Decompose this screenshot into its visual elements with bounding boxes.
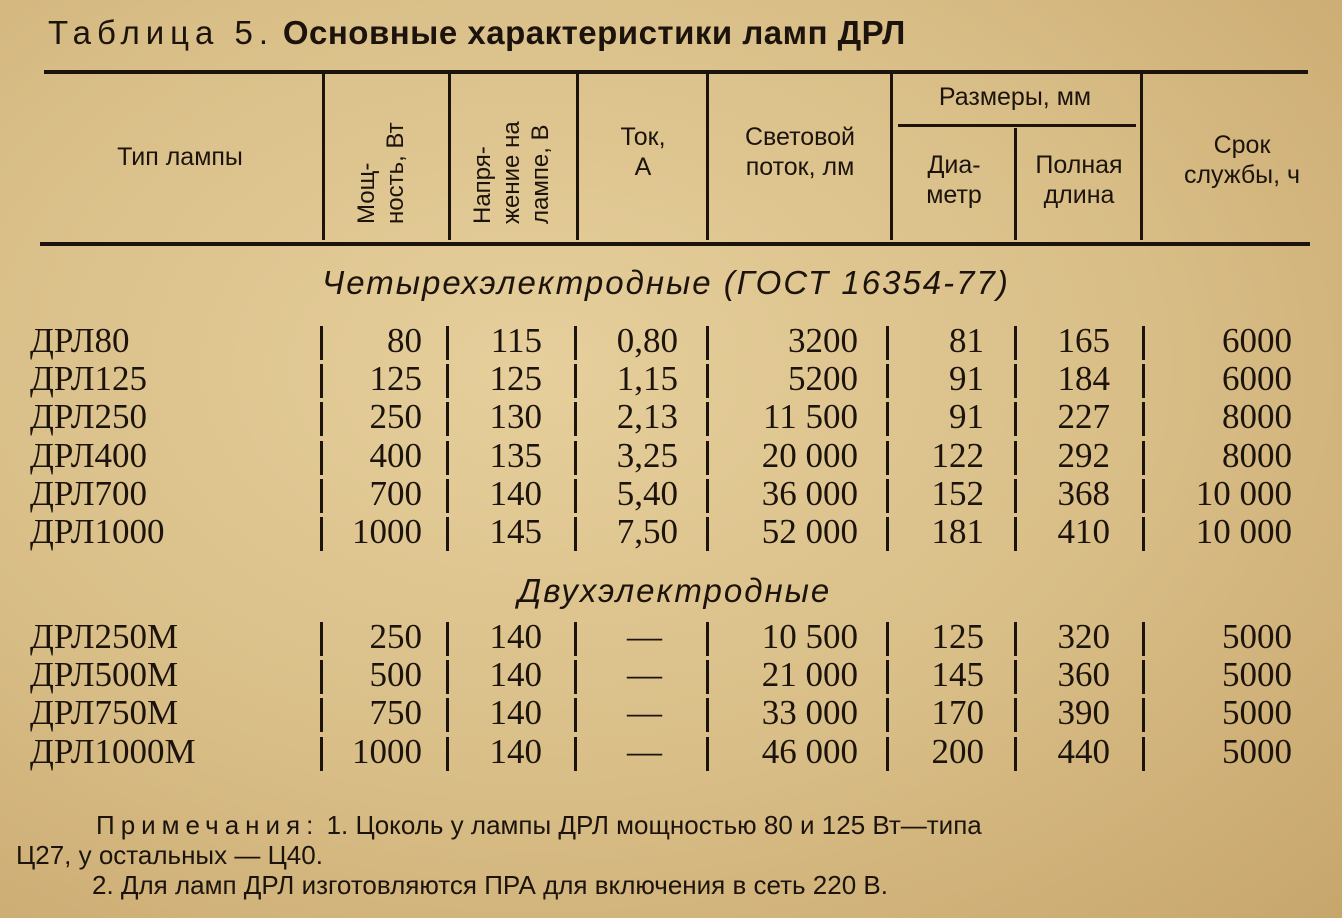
header-divider (706, 74, 709, 240)
column-rule (886, 364, 889, 398)
header-voltage-line: жение на (498, 121, 525, 224)
col-flux: 5200 (788, 359, 858, 399)
column-rule (1142, 517, 1145, 551)
column-rule (706, 698, 709, 732)
column-rule (446, 737, 449, 771)
column-rule (320, 364, 323, 398)
column-rule (320, 326, 323, 360)
col-type: ДРЛ1000 (30, 512, 165, 551)
header-divider (322, 74, 325, 240)
column-rule (1014, 441, 1017, 475)
column-rule (446, 517, 449, 551)
column-rule (1142, 660, 1145, 694)
col-power: 700 (369, 473, 422, 513)
note-1-continued: Ц27, у остальных — Ц40. (16, 840, 323, 870)
col-current: 5,40 (616, 473, 678, 513)
column-rule (1014, 622, 1017, 656)
column-rule (446, 402, 449, 436)
header-voltage-line: Напря- (469, 146, 496, 224)
column-rule (320, 737, 323, 771)
col-voltage: 140 (489, 655, 542, 695)
col-life: 5000 (1222, 693, 1292, 733)
column-rule (706, 737, 709, 771)
column-rule (1014, 737, 1017, 771)
dimensions-rule (898, 124, 1136, 127)
col-current: — (627, 731, 662, 771)
column-rule (706, 364, 709, 398)
column-rule (886, 517, 889, 551)
column-rule (320, 402, 323, 436)
header-flux-line: Световой (744, 123, 856, 151)
column-rule (886, 698, 889, 732)
col-current: 1,15 (616, 359, 678, 399)
column-rule (1014, 326, 1017, 360)
top-rule (44, 70, 1308, 74)
column-rule (1142, 326, 1145, 360)
column-rule (320, 660, 323, 694)
column-rule (574, 622, 577, 656)
header-flux-line: поток, лм (745, 153, 855, 181)
header-length-line: длина (1043, 181, 1115, 209)
table-row (0, 322, 1342, 360)
column-rule (706, 326, 709, 360)
header-divider (890, 74, 893, 240)
table-row (0, 398, 1342, 436)
col-life: 10 000 (1195, 473, 1292, 513)
header-power (352, 122, 410, 224)
note-1 (96, 810, 982, 840)
column-rule (574, 326, 577, 360)
col-diameter: 200 (931, 731, 984, 771)
col-voltage: 115 (490, 321, 542, 360)
col-current: 0,80 (616, 321, 678, 360)
col-voltage: 130 (489, 397, 542, 437)
column-rule (886, 660, 889, 694)
column-rule (706, 402, 709, 436)
col-type: ДРЛ400 (30, 435, 147, 475)
col-power: 1000 (352, 731, 422, 771)
section-title: Четырехэлектродные (ГОСТ 16354-77) (322, 264, 1010, 301)
col-current: 7,50 (616, 512, 678, 551)
col-voltage: 140 (489, 617, 542, 656)
column-rule (574, 660, 577, 694)
column-rule (1142, 698, 1145, 732)
column-rule (1142, 479, 1145, 513)
column-rule (446, 326, 449, 360)
col-current: 2,13 (616, 397, 678, 437)
col-flux: 11 500 (763, 397, 858, 437)
col-flux: 10 500 (761, 617, 858, 656)
column-rule (574, 517, 577, 551)
column-rule (574, 737, 577, 771)
table-row (0, 656, 1342, 694)
header-divider (448, 74, 451, 240)
column-rule (1142, 364, 1145, 398)
header-divider (1140, 74, 1143, 240)
col-voltage: 135 (489, 435, 542, 475)
column-rule (706, 441, 709, 475)
column-rule (574, 441, 577, 475)
column-rule (574, 402, 577, 436)
col-power: 400 (369, 435, 422, 475)
col-diameter: 181 (931, 512, 984, 551)
table-row (0, 437, 1342, 475)
column-rule (1014, 517, 1017, 551)
col-flux: 52 000 (761, 512, 858, 551)
col-type: ДРЛ125 (30, 359, 147, 399)
col-length: 165 (1057, 321, 1110, 360)
column-rule (446, 364, 449, 398)
col-power: 750 (369, 693, 422, 733)
col-diameter: 152 (931, 473, 984, 513)
col-power: 1000 (352, 512, 422, 551)
header-divider (1014, 128, 1017, 240)
column-rule (320, 517, 323, 551)
header-length (1018, 150, 1140, 210)
header-life (1144, 130, 1340, 190)
col-voltage: 140 (489, 693, 542, 733)
column-rule (1014, 660, 1017, 694)
col-length: 184 (1057, 359, 1110, 399)
header-diameter-line: метр (926, 181, 982, 209)
col-diameter: 91 (949, 359, 984, 399)
col-life: 10 000 (1195, 512, 1292, 551)
column-rule (446, 698, 449, 732)
column-rule (1142, 737, 1145, 771)
col-current: — (627, 693, 662, 733)
col-type: ДРЛ80 (30, 321, 130, 360)
col-flux: 36 000 (761, 473, 858, 513)
note-2: 2. Для ламп ДРЛ изготовляются ПРА для включения в сеть 220 В. (92, 870, 888, 900)
column-rule (446, 622, 449, 656)
col-flux: 3200 (788, 321, 858, 360)
col-diameter: 122 (931, 435, 984, 475)
col-voltage: 140 (489, 731, 542, 771)
column-rule (574, 479, 577, 513)
col-voltage: 145 (489, 512, 542, 551)
col-diameter: 91 (949, 397, 984, 437)
table-title (48, 14, 906, 53)
column-rule (886, 622, 889, 656)
column-rule (1014, 479, 1017, 513)
col-length: 368 (1057, 473, 1110, 513)
col-length: 410 (1057, 512, 1110, 551)
table-row (0, 513, 1342, 551)
column-rule (886, 479, 889, 513)
col-power: 500 (369, 655, 422, 695)
col-voltage: 125 (489, 359, 542, 399)
col-length: 390 (1057, 693, 1110, 733)
col-flux: 20 000 (761, 435, 858, 475)
col-length: 440 (1057, 731, 1110, 771)
col-life: 5000 (1222, 655, 1292, 695)
column-rule (1142, 441, 1145, 475)
column-rule (706, 517, 709, 551)
col-type: ДРЛ1000М (30, 731, 196, 771)
note-1-text: 1. Цоколь у лампы ДРЛ мощностью 80 и 125 Вт—типа (326, 810, 982, 840)
col-length: 320 (1057, 617, 1110, 656)
col-power: 80 (387, 321, 422, 360)
column-rule (886, 326, 889, 360)
col-power: 250 (369, 617, 422, 656)
column-rule (886, 402, 889, 436)
column-rule (886, 441, 889, 475)
header-current-line: Ток, (620, 123, 666, 151)
column-rule (320, 698, 323, 732)
column-rule (1142, 402, 1145, 436)
column-rule (446, 479, 449, 513)
col-power: 250 (369, 397, 422, 437)
table-row (0, 360, 1342, 398)
header-voltage-line: лампе, В (527, 124, 554, 224)
col-life: 6000 (1222, 321, 1292, 360)
column-rule (706, 660, 709, 694)
col-life: 6000 (1222, 359, 1292, 399)
header-life-line: Срок (1213, 131, 1271, 159)
column-rule (1142, 622, 1145, 656)
header-diameter-line: Диа- (927, 151, 981, 179)
column-rule (446, 441, 449, 475)
column-rule (446, 660, 449, 694)
col-type: ДРЛ750М (30, 693, 179, 733)
header-power-line: ность, Вт (382, 122, 409, 224)
column-rule (1014, 402, 1017, 436)
column-rule (320, 622, 323, 656)
col-length: 227 (1057, 397, 1110, 437)
col-life: 5000 (1222, 617, 1292, 656)
col-current: — (627, 655, 662, 695)
header-current (580, 122, 706, 182)
column-rule (320, 441, 323, 475)
header-length-line: Полная (1035, 151, 1123, 179)
col-life: 8000 (1222, 435, 1292, 475)
col-flux: 46 000 (761, 731, 858, 771)
header-current-line: А (634, 153, 652, 181)
table-row (0, 475, 1342, 513)
header-bottom-rule (40, 242, 1310, 246)
col-current: 3,25 (616, 435, 678, 475)
notes-label: Примечания: (96, 810, 320, 840)
column-rule (574, 364, 577, 398)
table-caption: Основные характеристики ламп ДРЛ (282, 14, 906, 51)
table-number: Таблица 5. (48, 14, 275, 51)
column-rule (706, 622, 709, 656)
col-type: ДРЛ250М (30, 617, 179, 656)
column-rule (574, 698, 577, 732)
table-row (0, 694, 1342, 732)
col-voltage: 140 (489, 473, 542, 513)
col-type: ДРЛ500М (30, 655, 179, 695)
col-life: 8000 (1222, 397, 1292, 437)
header-flux (710, 122, 890, 182)
header-dimensions: Размеры, мм (938, 83, 1092, 111)
col-length: 360 (1057, 655, 1110, 695)
table-row (0, 618, 1342, 656)
header-divider (576, 74, 579, 240)
column-rule (1014, 698, 1017, 732)
column-rule (320, 479, 323, 513)
table-row (0, 733, 1342, 771)
col-power: 125 (369, 359, 422, 399)
header-type: Тип лампы (117, 143, 243, 171)
col-diameter: 125 (931, 617, 984, 656)
column-rule (706, 479, 709, 513)
col-type: ДРЛ700 (30, 473, 147, 513)
col-length: 292 (1057, 435, 1110, 475)
col-life: 5000 (1222, 731, 1292, 771)
col-flux: 33 000 (761, 693, 858, 733)
header-power-line: Мощ- (353, 162, 380, 224)
col-diameter: 145 (931, 655, 984, 695)
column-rule (886, 737, 889, 771)
col-diameter: 170 (931, 693, 984, 733)
col-diameter: 81 (949, 321, 984, 360)
header-life-line: службы, ч (1183, 161, 1301, 189)
section-title: Двухэлектродные (518, 572, 832, 609)
col-type: ДРЛ250 (30, 397, 147, 437)
col-current: — (627, 617, 662, 656)
column-rule (1014, 364, 1017, 398)
header-voltage (468, 121, 555, 224)
header-diameter (894, 150, 1014, 210)
col-flux: 21 000 (761, 655, 858, 695)
